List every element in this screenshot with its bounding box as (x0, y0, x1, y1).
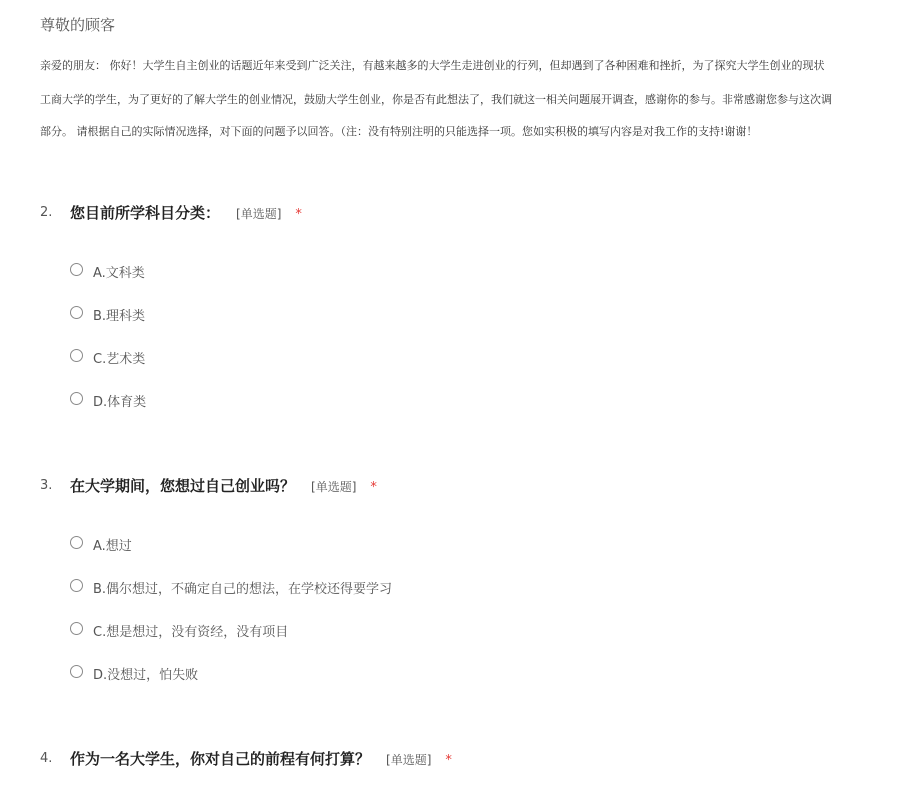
option-label[interactable]: C.想是想过，没有资经，没有项目 (93, 625, 289, 640)
question-title-text: 在大学期间，您想过自己创业吗？ (70, 477, 296, 495)
question-title-text: 作为一名大学生，你对自己的前程有何打算？ (70, 750, 371, 768)
option-label[interactable]: A.想过 (93, 539, 132, 554)
radio-circle-icon[interactable] (70, 665, 83, 678)
radio-circle-icon[interactable] (70, 579, 83, 592)
option-label[interactable]: C.艺术类 (93, 352, 146, 367)
question-type-tag: [单选题] (386, 753, 432, 767)
radio-circle-icon[interactable] (70, 622, 83, 635)
question-header (40, 475, 900, 497)
option-label[interactable]: D.没想过，怕失败 (93, 668, 199, 683)
question-title (70, 475, 377, 496)
radio-circle-icon[interactable] (70, 306, 83, 319)
required-marker: * (370, 480, 377, 495)
question-title-text: 您目前所学科目分类： (70, 204, 221, 222)
required-marker: * (445, 753, 452, 768)
radio-circle-icon[interactable] (70, 536, 83, 549)
question-4 (40, 748, 900, 770)
intro-line-1: 亲爱的朋友： 你好！大学生自主创业的话题近年来受到广泛关注，有越来越多的大学生走进创业的行列，但却遇到了各种困难和挫折，为了探究大学生创业的现状 (40, 59, 825, 72)
question-title (70, 748, 452, 769)
option-label[interactable]: D.体育类 (93, 395, 147, 410)
question-header (40, 202, 900, 224)
intro-line-3: 部分。 请根据自己的实际情况选择，对下面的问题予以回答。（注：没有特别注明的只能选择一项。您如实积极的填写内容是对我工作的支持!谢谢！ (40, 125, 758, 138)
question-type-tag: [单选题] (311, 480, 357, 494)
intro-line-2: 工商大学的学生，为了更好的了解大学生的创业情况，鼓励大学生创业，你是否有此想法了，我们就这一相关问题展开调查，感谢你的参与。非常感谢您参与这次调 (40, 93, 832, 106)
option-label[interactable]: A.文科类 (93, 266, 145, 281)
question-title (70, 202, 302, 223)
question-number: 2. (40, 205, 53, 220)
greeting-heading: 尊敬的顾客 (40, 16, 116, 34)
required-marker: * (295, 207, 302, 222)
question-2 (40, 202, 900, 410)
question-header (40, 748, 900, 770)
radio-circle-icon[interactable] (70, 349, 83, 362)
radio-circle-icon[interactable] (70, 263, 83, 276)
question-number: 4. (40, 751, 53, 766)
option-label[interactable]: B.理科类 (93, 309, 146, 324)
option-label[interactable]: B.偶尔想过，不确定自己的想法，在学校还得要学习 (93, 582, 393, 597)
question-number: 3. (40, 478, 53, 493)
question-type-tag: [单选题] (236, 207, 282, 221)
question-3 (40, 475, 900, 683)
radio-circle-icon[interactable] (70, 392, 83, 405)
